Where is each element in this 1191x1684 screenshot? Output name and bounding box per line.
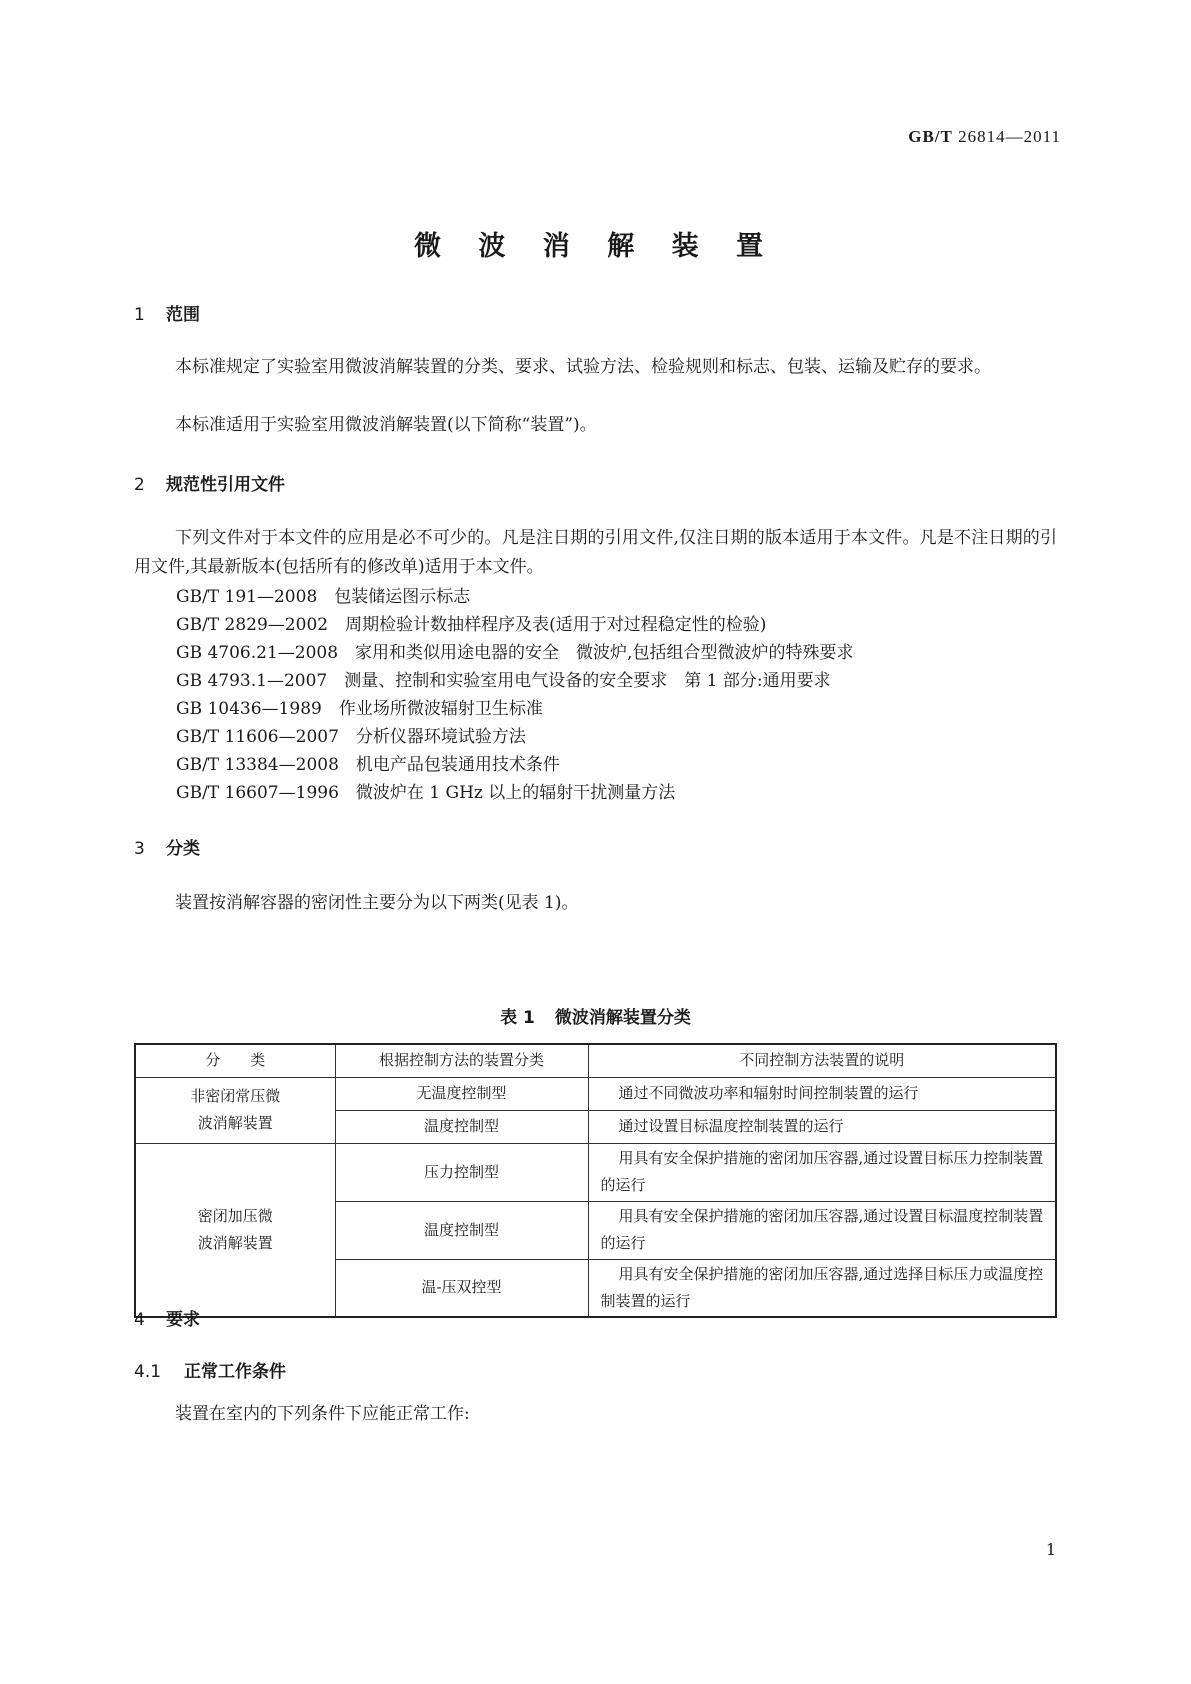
control-type-cell: 压力控制型 <box>335 1143 588 1201</box>
column-header: 根据控制方法的装置分类 <box>335 1044 588 1077</box>
reference-item: GB/T 191—2008 包装储运图示标志 <box>176 587 471 607</box>
description-cell: 通过不同微波功率和辐射时间控制装置的运行 <box>588 1077 1056 1110</box>
description-cell: 通过设置目标温度控制装置的运行 <box>588 1110 1056 1143</box>
section-number: 1 <box>134 305 145 325</box>
reference-item: GB 4793.1—2007 测量、控制和实验室用电气设备的安全要求 第 1 部分:通用要求 <box>176 671 831 691</box>
table-caption-title: 微波消解装置分类 <box>554 1008 691 1028</box>
section-title: 范围 <box>166 305 200 325</box>
classification-table <box>134 1043 1057 1318</box>
table-row <box>135 1077 1056 1110</box>
control-type-cell: 温-压双控型 <box>335 1259 588 1317</box>
section-number: 4.1 <box>134 1362 162 1382</box>
control-type-cell: 无温度控制型 <box>335 1077 588 1110</box>
section-2-heading <box>134 470 285 495</box>
category-name-line: 非密闭常压微 <box>190 1087 281 1105</box>
page-number: 1 <box>1045 1540 1056 1559</box>
reference-item: GB/T 11606—2007 分析仪器环境试验方法 <box>176 727 526 747</box>
table-caption-number: 表 1 <box>500 1008 535 1028</box>
section-title: 规范性引用文件 <box>166 475 285 495</box>
control-type-cell: 温度控制型 <box>335 1201 588 1259</box>
reference-item: GB 10436—1989 作业场所微波辐射卫生标准 <box>176 699 543 719</box>
section-number: 3 <box>134 839 145 859</box>
section-3-para: 装置按消解容器的密闭性主要分为以下两类(见表 1)。 <box>175 893 579 913</box>
column-header: 不同控制方法装置的说明 <box>588 1044 1056 1077</box>
category-name-line: 密闭加压微 <box>197 1206 273 1225</box>
section-2-intro: 下列文件对于本文件的应用是必不可少的。凡是注日期的引用文件,仅注日期的版本适用于本文件。凡是不注日期的引用文件,其最新版本(包括所有的修改单)适用于本文件。 <box>134 528 1057 577</box>
standard-code <box>908 127 1061 147</box>
document-title: 微 波 消 解 装 置 <box>414 231 777 262</box>
category-name-line: 波消解装置 <box>197 1233 273 1252</box>
section-title: 分类 <box>166 839 200 859</box>
category-cell <box>135 1143 335 1317</box>
reference-item: GB/T 2829—2002 周期检验计数抽样程序及表(适用于对过程稳定性的检验) <box>176 615 767 635</box>
section-title: 要求 <box>166 1310 200 1330</box>
section-1-heading <box>134 300 200 325</box>
description-cell: 用具有安全保护措施的密闭加压容器,通过选择目标压力或温度控制装置的运行 <box>588 1259 1056 1317</box>
table-caption <box>0 1003 1191 1028</box>
section-number: 4 <box>134 1310 145 1330</box>
section-4-1-heading <box>134 1357 286 1382</box>
control-type-cell: 温度控制型 <box>335 1110 588 1143</box>
description-cell: 用具有安全保护措施的密闭加压容器,通过设置目标温度控制装置的运行 <box>588 1201 1056 1259</box>
standard-code-prefix: GB/T <box>908 127 953 146</box>
table-row <box>135 1143 1056 1201</box>
section-title: 正常工作条件 <box>184 1362 286 1382</box>
section-number: 2 <box>134 475 145 495</box>
reference-item: GB 4706.21—2008 家用和类似用途电器的安全 微波炉,包括组合型微波炉的特殊要求 <box>176 643 854 663</box>
section-3-heading <box>134 834 200 859</box>
table-header-row <box>135 1044 1056 1077</box>
category-name-line: 波消解装置 <box>197 1114 273 1132</box>
section-1-para-1: 本标准规定了实验室用微波消解装置的分类、要求、试验方法、检验规则和标志、包装、运输及贮存的要求。 <box>175 357 991 377</box>
reference-item: GB/T 16607—1996 微波炉在 1 GHz 以上的辐射干扰测量方法 <box>176 783 676 803</box>
section-4-1-para: 装置在室内的下列条件下应能正常工作: <box>175 1404 470 1424</box>
standard-code-number: 26814—2011 <box>958 127 1061 146</box>
section-1-para-2: 本标准适用于实验室用微波消解装置(以下简称“装置”)。 <box>175 415 597 435</box>
section-4-heading <box>134 1305 200 1330</box>
reference-item: GB/T 13384—2008 机电产品包装通用技术条件 <box>176 755 560 775</box>
category-cell <box>135 1077 335 1143</box>
column-header: 分 类 <box>135 1044 335 1077</box>
description-cell: 用具有安全保护措施的密闭加压容器,通过设置目标压力控制装置的运行 <box>588 1143 1056 1201</box>
